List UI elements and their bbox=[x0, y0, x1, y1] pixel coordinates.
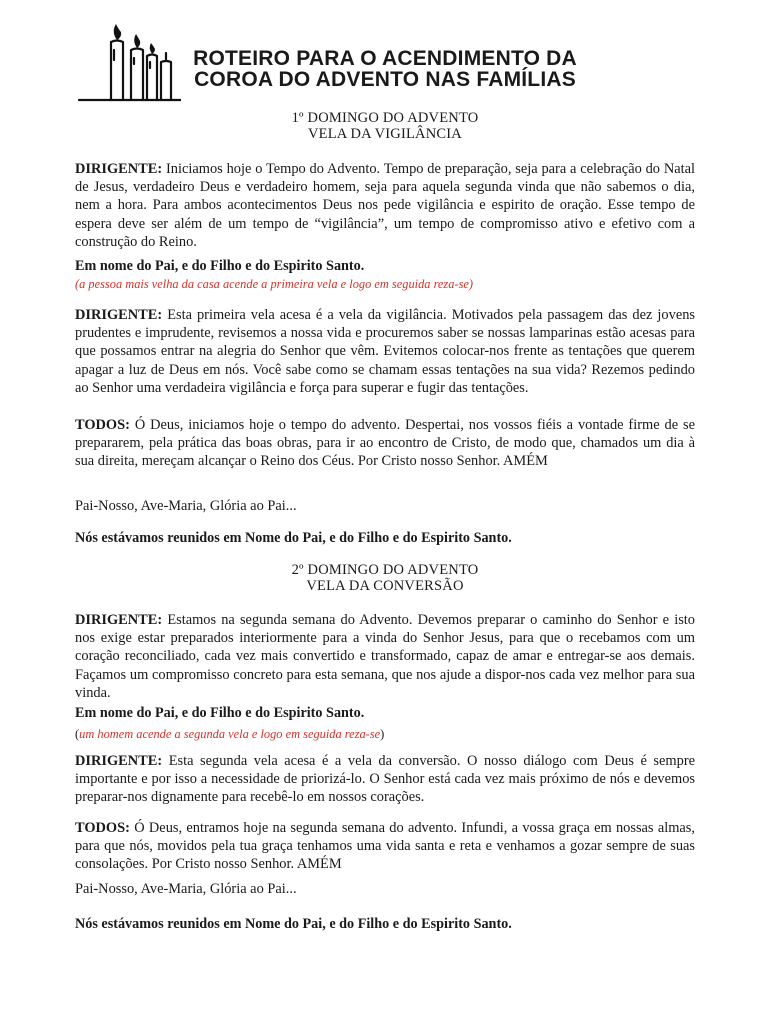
section-1-heading-line-1: 1º DOMINGO DO ADVENTO bbox=[291, 110, 479, 126]
closing-line: Nós estávamos reunidos em Nome do Pai, e do Filho e do Espirito Santo. bbox=[75, 916, 512, 932]
speaker-label: DIRIGENTE: bbox=[75, 161, 163, 177]
invocation: Em nome do Pai, e do Filho e do Espirito Santo. bbox=[75, 705, 365, 721]
section-1-prayer bbox=[75, 416, 695, 471]
section-1-intro bbox=[75, 160, 695, 251]
title-line-1: ROTEIRO PARA O ACENDIMENTO DA bbox=[193, 47, 577, 70]
document-page bbox=[75, 0, 695, 932]
section-2-heading-line-2: VELA DA CONVERSÃO bbox=[306, 578, 464, 594]
advent-candles-icon bbox=[77, 20, 181, 102]
section-2-prayers bbox=[75, 880, 695, 898]
invocation: Em nome do Pai, e do Filho e do Espirito Santo. bbox=[75, 258, 365, 274]
rubric-text: um homem acende a segunda vela e logo em seguida reza-se bbox=[79, 727, 381, 741]
section-1-heading bbox=[75, 110, 695, 142]
speaker-label: DIRIGENTE: bbox=[75, 307, 163, 323]
prayers-line: Pai-Nosso, Ave-Maria, Glória ao Pai... bbox=[75, 498, 297, 514]
document-title bbox=[185, 48, 585, 90]
rubric-text: (a pessoa mais velha da casa acende a primeira vela e logo em seguida reza-se) bbox=[75, 277, 474, 291]
closing-line: Nós estávamos reunidos em Nome do Pai, e do Filho e do Espirito Santo. bbox=[75, 530, 512, 546]
title-line-2: COROA DO ADVENTO NAS FAMÍLIAS bbox=[194, 68, 576, 91]
section-1-reflection bbox=[75, 306, 695, 397]
section-2-heading bbox=[75, 562, 695, 594]
section-2-heading-line-1: 2º DOMINGO DO ADVENTO bbox=[291, 562, 479, 578]
prayer-text: Ó Deus, entramos hoje na segunda semana do advento. Infundi, a vossa graça em nossas almas, para que nós, movidos pela tua graça tenhamos uma vida santa e reta e venhamos a gozar sempre de suas consolações. Por Cristo nosso Senhor. AMÉM bbox=[75, 820, 695, 873]
section-1-invocation bbox=[75, 257, 695, 275]
document-header bbox=[75, 0, 695, 104]
speaker-label: DIRIGENTE: bbox=[75, 753, 163, 769]
section-2-closing bbox=[75, 915, 695, 933]
speaker-label: TODOS: bbox=[75, 417, 130, 433]
prayer-text: Ó Deus, iniciamos hoje o tempo do advento. Despertai, nos vossos fiéis a vontade firme de se prepararem, pela prática das boas obras, para ir ao encontro de Cristo, de modo que, chamados um dia à sua direita, mereçam alcançar o Reino dos Céus. Por Cristo nosso Senhor. AMÉM bbox=[75, 417, 695, 470]
section-1-heading-line-2: VELA DA VIGILÂNCIA bbox=[308, 126, 462, 142]
intro-text: Estamos na segunda semana do Advento. Devemos preparar o caminho do Senhor e isto nos exige estar preparados interiormente para a vinda do Senhor Jesus, para que o recebamos com um coração reconciliado, cada vez mais convertido e transformado, capaz de amar e entregar-se aos demais. Façamos um compromisso concreto para esta semana, que nos ajude a dispor-nos cada vez melhor para sua vinda. bbox=[75, 612, 695, 701]
section-1-rubric bbox=[75, 276, 695, 292]
section-1-prayers bbox=[75, 497, 695, 515]
speaker-label: TODOS: bbox=[75, 820, 130, 836]
section-1-closing bbox=[75, 529, 695, 547]
intro-text: Iniciamos hoje o Tempo do Advento. Tempo de preparação, seja para a celebração do Natal de Jesus, verdadeiro Deus e verdadeiro homem, seja para aquela segunda vinda que não sabemos o dia, nem a hora. Para ambos acontecimentos Deus nos pede vigilância e espirito de oração. Esse tempo de espera deve ser além de um tempo de “vigilância”, um tempo de compromisso ativo e efetivo com a construção do Reino. bbox=[75, 161, 695, 250]
section-2-invocation bbox=[75, 704, 695, 722]
section-2-prayer bbox=[75, 819, 695, 874]
speaker-label: DIRIGENTE: bbox=[75, 612, 163, 628]
section-2-intro bbox=[75, 611, 695, 702]
reflection-text: Esta segunda vela acesa é a vela da conversão. O nosso diálogo com Deus é sempre importante e por isso a necessidade de priorizá-lo. O Senhor está cada vez mais próximo de nós e devemos preparar-nos dignamente para recebê-lo em nossos corações. bbox=[75, 753, 695, 806]
rubric-open: ( bbox=[75, 727, 80, 741]
rubric-close: ) bbox=[380, 727, 385, 741]
section-2-rubric bbox=[75, 726, 695, 742]
reflection-text: Esta primeira vela acesa é a vela da vigilância. Motivados pela passagem das dez jovens prudentes e imprudente, revisemos a nossa vida e procuremos saber se nossas lamparinas estão acesas para que possamos entrar na alegria do Senhor que vêm. Evitemos colocar-nos frente as tentações que querem apagar a luz de Deus em nós. Você sabe como se chamam essas tentações na sua vida? Rezemos pedindo ao Senhor uma verdadeira vigilância e força para superar e fugir das tentações. bbox=[75, 307, 695, 396]
section-2-reflection bbox=[75, 752, 695, 807]
prayers-line: Pai-Nosso, Ave-Maria, Glória ao Pai... bbox=[75, 881, 297, 897]
